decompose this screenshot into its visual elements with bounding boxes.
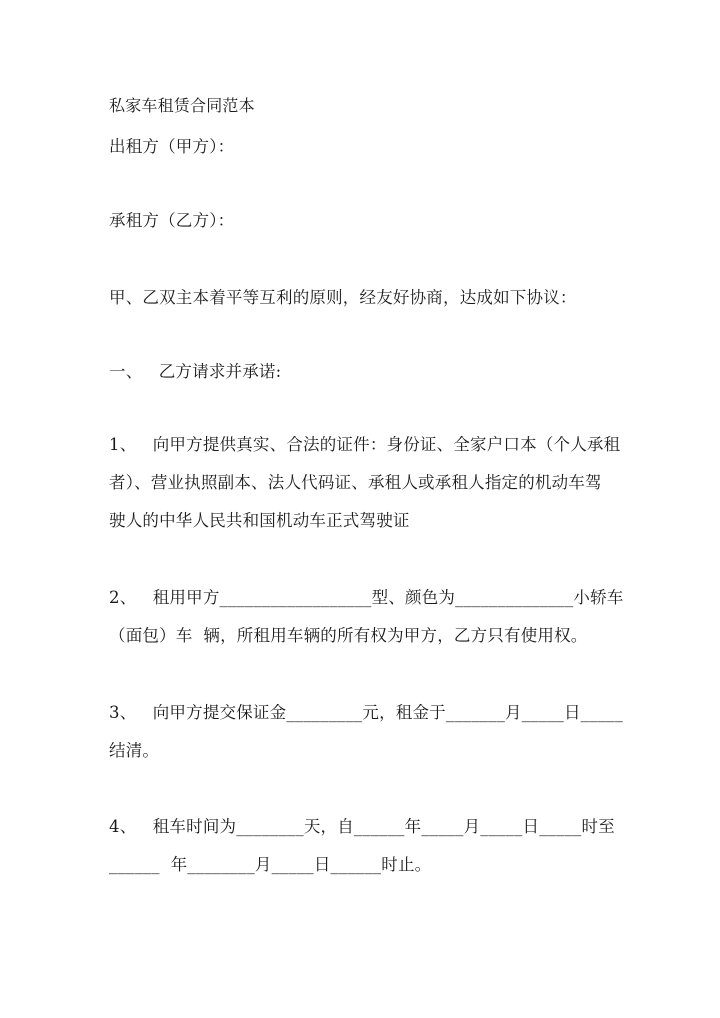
clause3-line2: 结清。 [109, 741, 160, 760]
clause3-line1: 3、 向甲方提交保证金_________元，租金于_______月_____日_____ [109, 703, 623, 722]
clause4-line2: ______ 年________月_____日______时止。 [109, 855, 432, 874]
clause1-line3: 驶人的中华人民共和国机动车正式驾驶证 [109, 511, 410, 530]
clause2-line2: （面包）车 辆，所租用车辆的所有权为甲方，乙方只有使用权。 [109, 626, 588, 645]
clause1-line1: 1、 向甲方提供真实、合法的证件：身份证、全家户口本（个人承租 [109, 435, 621, 454]
lessee-field: 承租方（乙方）： [109, 211, 235, 230]
section1-heading: 一、 乙方请求并承诺: [109, 362, 282, 381]
clause2-line1: 2、 租用甲方__________________型、颜色为______________小轿车 [109, 588, 624, 607]
clause1-line2: 者）、营业执照副本、法人代码证、承租人或承租人指定的机动车驾 [109, 473, 602, 492]
clause4-line1: 4、 租车时间为________天，自______年_____月_____日_____时至 [109, 817, 615, 836]
document-title: 私家车租赁合同范本 [109, 96, 255, 115]
lessor-field: 出租方（甲方）： [109, 137, 235, 156]
preamble-text: 甲、乙双主本着平等互利的原则，经友好协商，达成如下协议： [109, 288, 577, 307]
